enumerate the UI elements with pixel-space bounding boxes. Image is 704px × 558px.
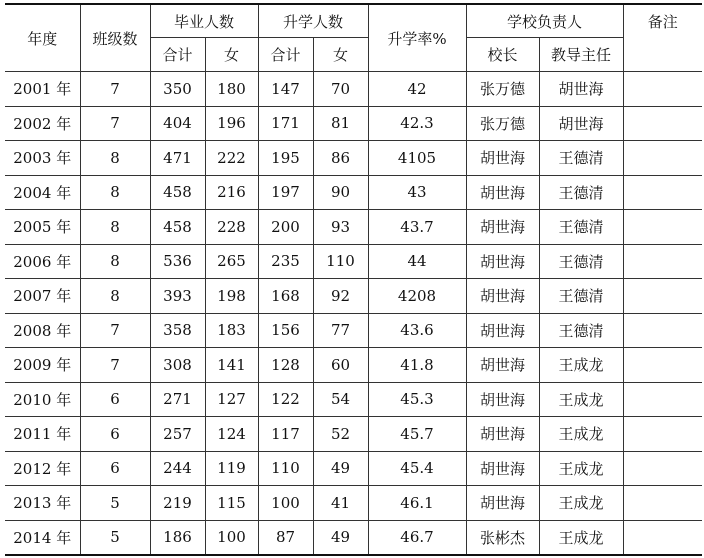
graduates-female-cell: 216 xyxy=(205,175,258,210)
classes-cell: 5 xyxy=(80,486,150,521)
promoted-total-cell: 87 xyxy=(258,520,313,555)
principal-cell: 胡世海 xyxy=(466,175,539,210)
principal-cell: 胡世海 xyxy=(466,210,539,245)
classes-cell: 5 xyxy=(80,520,150,555)
promoted-female-cell: 60 xyxy=(313,348,368,383)
principal-cell: 胡世海 xyxy=(466,141,539,176)
graduates-female-cell: 228 xyxy=(205,210,258,245)
table-body xyxy=(5,72,702,556)
promoted-female-header: 女 xyxy=(313,38,368,72)
dean-cell: 王德清 xyxy=(539,313,623,348)
graduates-female-cell: 196 xyxy=(205,106,258,141)
graduates-total-cell: 358 xyxy=(150,313,205,348)
graduates-total-cell: 393 xyxy=(150,279,205,314)
promoted-total-cell: 197 xyxy=(258,175,313,210)
graduates-female-header: 女 xyxy=(205,38,258,72)
dean-cell: 王成龙 xyxy=(539,520,623,555)
promoted-female-cell: 52 xyxy=(313,417,368,452)
graduates-total-cell: 471 xyxy=(150,141,205,176)
promoted-total-cell: 147 xyxy=(258,72,313,107)
dean-cell: 王成龙 xyxy=(539,382,623,417)
table-row xyxy=(5,348,702,383)
promoted-female-cell: 93 xyxy=(313,210,368,245)
graduates-female-cell: 119 xyxy=(205,451,258,486)
graduates-total-cell: 458 xyxy=(150,175,205,210)
year-cell: 2013 年 xyxy=(5,486,80,521)
graduates-total-cell: 536 xyxy=(150,244,205,279)
rate-cell: 44 xyxy=(368,244,466,279)
dean-cell: 胡世海 xyxy=(539,72,623,107)
year-cell: 2008 年 xyxy=(5,313,80,348)
year-cell: 2001 年 xyxy=(5,72,80,107)
table-container xyxy=(5,3,702,556)
principal-cell: 胡世海 xyxy=(466,244,539,279)
classes-cell: 7 xyxy=(80,348,150,383)
table-row xyxy=(5,313,702,348)
graduates-total-cell: 308 xyxy=(150,348,205,383)
graduates-female-cell: 127 xyxy=(205,382,258,417)
principal-header: 校长 xyxy=(466,38,539,72)
graduates-total-cell: 271 xyxy=(150,382,205,417)
promoted-female-cell: 86 xyxy=(313,141,368,176)
graduates-female-cell: 141 xyxy=(205,348,258,383)
promoted-total-header: 合计 xyxy=(258,38,313,72)
year-cell: 2012 年 xyxy=(5,451,80,486)
classes-cell: 8 xyxy=(80,279,150,314)
promoted-female-cell: 110 xyxy=(313,244,368,279)
rate-cell: 42.3 xyxy=(368,106,466,141)
promoted-total-cell: 168 xyxy=(258,279,313,314)
year-cell: 2010 年 xyxy=(5,382,80,417)
classes-cell: 7 xyxy=(80,106,150,141)
rate-cell: 43.6 xyxy=(368,313,466,348)
promoted-female-cell: 49 xyxy=(313,520,368,555)
remark-cell xyxy=(623,382,702,417)
classes-cell: 8 xyxy=(80,244,150,279)
table-row xyxy=(5,279,702,314)
promoted-female-cell: 54 xyxy=(313,382,368,417)
classes-cell: 8 xyxy=(80,141,150,176)
dean-cell: 胡世海 xyxy=(539,106,623,141)
promoted-total-cell: 235 xyxy=(258,244,313,279)
rate-cell: 45.3 xyxy=(368,382,466,417)
promoted-total-cell: 156 xyxy=(258,313,313,348)
rate-cell: 41.8 xyxy=(368,348,466,383)
dean-cell: 王德清 xyxy=(539,279,623,314)
classes-cell: 8 xyxy=(80,210,150,245)
principal-cell: 胡世海 xyxy=(466,417,539,452)
table-row xyxy=(5,210,702,245)
graduates-female-cell: 222 xyxy=(205,141,258,176)
year-cell: 2003 年 xyxy=(5,141,80,176)
promoted-total-cell: 195 xyxy=(258,141,313,176)
promoted-total-cell: 200 xyxy=(258,210,313,245)
year-cell: 2006 年 xyxy=(5,244,80,279)
graduates-total-cell: 244 xyxy=(150,451,205,486)
graduates-female-cell: 180 xyxy=(205,72,258,107)
graduation-statistics-table xyxy=(5,3,702,556)
table-header xyxy=(5,4,702,72)
table-row xyxy=(5,106,702,141)
year-cell: 2014 年 xyxy=(5,520,80,555)
dean-cell: 王成龙 xyxy=(539,451,623,486)
table-row xyxy=(5,451,702,486)
promoted-total-cell: 128 xyxy=(258,348,313,383)
graduates-female-cell: 100 xyxy=(205,520,258,555)
promoted-total-cell: 117 xyxy=(258,417,313,452)
rate-cell: 43 xyxy=(368,175,466,210)
promoted-female-cell: 90 xyxy=(313,175,368,210)
principal-cell: 张彬杰 xyxy=(466,520,539,555)
principal-cell: 胡世海 xyxy=(466,313,539,348)
graduates-total-cell: 458 xyxy=(150,210,205,245)
promoted-header: 升学人数 xyxy=(258,4,368,38)
table-row xyxy=(5,244,702,279)
classes-cell: 6 xyxy=(80,417,150,452)
principal-cell: 张万德 xyxy=(466,72,539,107)
principal-cell: 胡世海 xyxy=(466,486,539,521)
classes-cell: 6 xyxy=(80,451,150,486)
rate-cell: 4208 xyxy=(368,279,466,314)
promoted-female-cell: 92 xyxy=(313,279,368,314)
remark-cell xyxy=(623,141,702,176)
graduates-female-cell: 124 xyxy=(205,417,258,452)
remark-cell xyxy=(623,417,702,452)
graduates-female-cell: 198 xyxy=(205,279,258,314)
remark-cell xyxy=(623,313,702,348)
classes-header: 班级数 xyxy=(80,4,150,72)
table-row xyxy=(5,520,702,555)
promoted-total-cell: 100 xyxy=(258,486,313,521)
remark-cell xyxy=(623,486,702,521)
dean-cell: 王成龙 xyxy=(539,348,623,383)
classes-cell: 6 xyxy=(80,382,150,417)
dean-cell: 王德清 xyxy=(539,210,623,245)
table-row xyxy=(5,486,702,521)
year-cell: 2011 年 xyxy=(5,417,80,452)
dean-cell: 王德清 xyxy=(539,244,623,279)
remark-cell xyxy=(623,72,702,107)
rate-header: 升学率% xyxy=(368,4,466,72)
principal-cell: 胡世海 xyxy=(466,279,539,314)
graduates-female-cell: 115 xyxy=(205,486,258,521)
classes-cell: 8 xyxy=(80,175,150,210)
table-row xyxy=(5,72,702,107)
promoted-female-cell: 70 xyxy=(313,72,368,107)
year-cell: 2007 年 xyxy=(5,279,80,314)
graduates-female-cell: 183 xyxy=(205,313,258,348)
promoted-female-cell: 81 xyxy=(313,106,368,141)
year-cell: 2009 年 xyxy=(5,348,80,383)
remark-cell xyxy=(623,520,702,555)
year-cell: 2002 年 xyxy=(5,106,80,141)
dean-header: 教导主任 xyxy=(539,38,623,72)
principal-cell: 胡世海 xyxy=(466,348,539,383)
promoted-total-cell: 171 xyxy=(258,106,313,141)
remark-cell xyxy=(623,451,702,486)
graduates-total-cell: 350 xyxy=(150,72,205,107)
remark-cell xyxy=(623,279,702,314)
dean-cell: 王成龙 xyxy=(539,417,623,452)
promoted-female-cell: 49 xyxy=(313,451,368,486)
principal-cell: 胡世海 xyxy=(466,451,539,486)
promoted-female-cell: 41 xyxy=(313,486,368,521)
rate-cell: 46.7 xyxy=(368,520,466,555)
year-cell: 2004 年 xyxy=(5,175,80,210)
year-cell: 2005 年 xyxy=(5,210,80,245)
promoted-total-cell: 122 xyxy=(258,382,313,417)
graduates-total-cell: 186 xyxy=(150,520,205,555)
table-row xyxy=(5,175,702,210)
remark-cell xyxy=(623,210,702,245)
rate-cell: 42 xyxy=(368,72,466,107)
classes-cell: 7 xyxy=(80,313,150,348)
table-row xyxy=(5,141,702,176)
remark-cell xyxy=(623,106,702,141)
rate-cell: 43.7 xyxy=(368,210,466,245)
rate-cell: 46.1 xyxy=(368,486,466,521)
graduates-total-header: 合计 xyxy=(150,38,205,72)
graduates-total-cell: 257 xyxy=(150,417,205,452)
remark-cell xyxy=(623,175,702,210)
rate-cell: 45.4 xyxy=(368,451,466,486)
table-row xyxy=(5,382,702,417)
graduates-total-cell: 404 xyxy=(150,106,205,141)
promoted-total-cell: 110 xyxy=(258,451,313,486)
remark-cell xyxy=(623,348,702,383)
graduates-female-cell: 265 xyxy=(205,244,258,279)
graduates-header: 毕业人数 xyxy=(150,4,258,38)
leaders-header: 学校负责人 xyxy=(466,4,623,38)
graduates-total-cell: 219 xyxy=(150,486,205,521)
classes-cell: 7 xyxy=(80,72,150,107)
year-header: 年度 xyxy=(5,4,80,72)
dean-cell: 王成龙 xyxy=(539,486,623,521)
table-row xyxy=(5,417,702,452)
rate-cell: 45.7 xyxy=(368,417,466,452)
principal-cell: 张万德 xyxy=(466,106,539,141)
promoted-female-cell: 77 xyxy=(313,313,368,348)
dean-cell: 王德清 xyxy=(539,175,623,210)
remarks-header: 备注 xyxy=(623,4,702,72)
rate-cell: 4105 xyxy=(368,141,466,176)
remark-cell xyxy=(623,244,702,279)
dean-cell: 王德清 xyxy=(539,141,623,176)
principal-cell: 胡世海 xyxy=(466,382,539,417)
